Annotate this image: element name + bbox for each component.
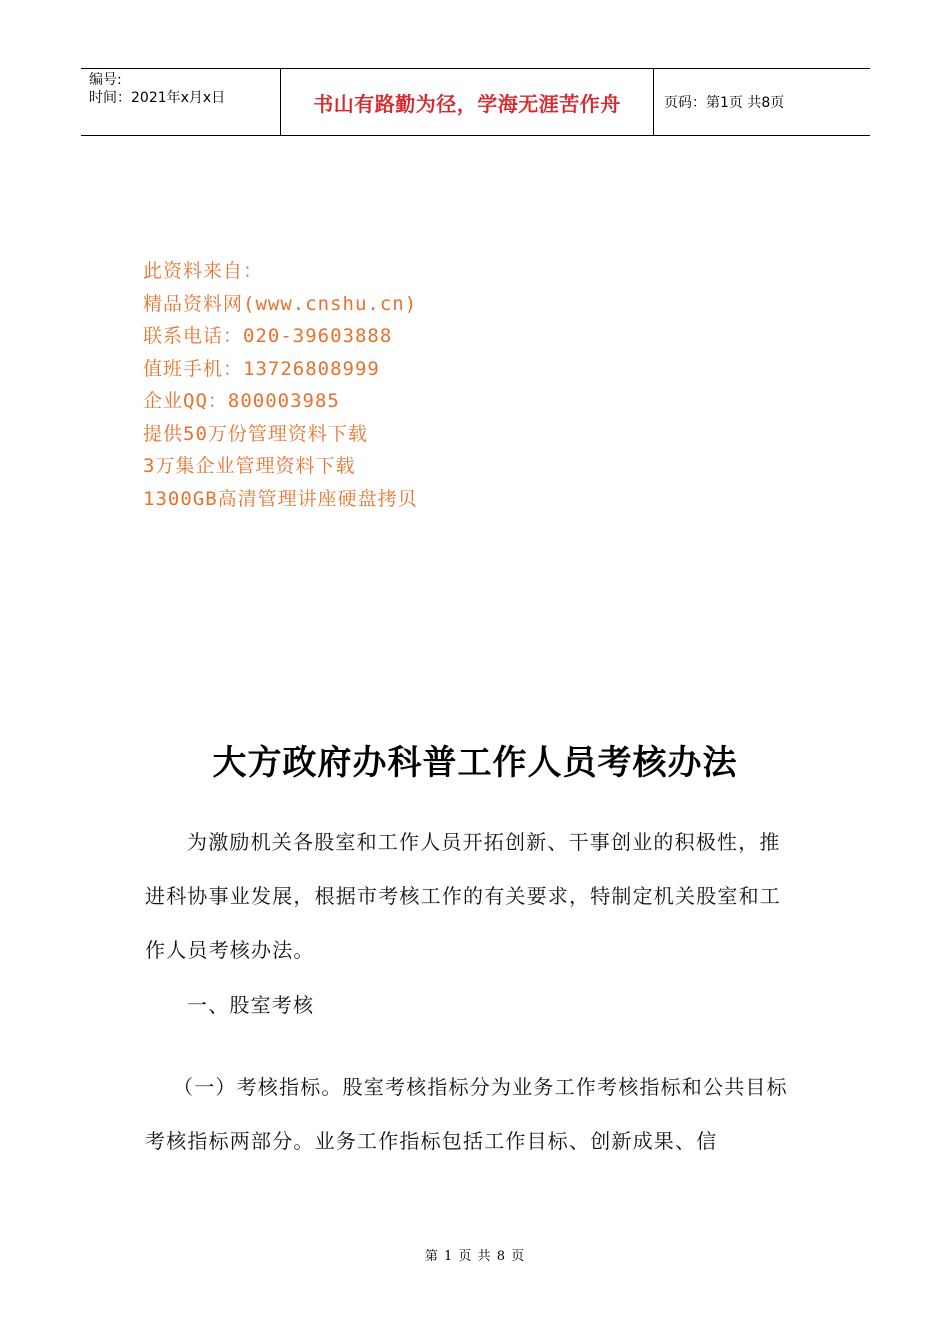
source-info-block (143, 255, 418, 515)
document-number-label: 编号: (89, 72, 122, 88)
source-line: 精品资料网(www.cnshu.cn) (143, 292, 418, 315)
item-paragraph: （一）考核指标。股室考核指标分为业务工作考核指标和公共目标考核指标两部分。业务工作指标包括工作目标、创新成果、信 (145, 1075, 788, 1153)
source-line: 联系电话：020-39603888 (143, 325, 393, 347)
section-heading: 一、股室考核 (187, 993, 315, 1017)
source-line: 此资料来自： (143, 260, 264, 282)
intro-paragraph: 为激励机关各股室和工作人员开拓创新、干事创业的积极性，推进科协事业发展，根据市考核工作的有关要求，特制定机关股室和工作人员考核办法。 (145, 830, 781, 962)
document-title: 大方政府办科普工作人员考核办法 (212, 743, 738, 783)
header-motto: 书山有路勤为径，学海无涯苦作舟 (281, 69, 654, 135)
source-line: 值班手机：13726808999 (143, 357, 380, 380)
page-footer: 第 1 页 共 8 页 (424, 1249, 526, 1264)
source-line: 1300GB高清管理讲座硬盘拷贝 (143, 487, 418, 510)
header-meta (81, 69, 281, 135)
document-time-label: 时间：2021年x月x日 (89, 90, 226, 106)
header-page-info: 页码：第1页 共8页 (664, 95, 785, 111)
source-line: 提供50万份管理资料下载 (143, 422, 368, 445)
source-line: 企业QQ：800003985 (143, 390, 340, 412)
page-header (81, 68, 870, 136)
source-line: 3万集企业管理资料下载 (143, 455, 356, 477)
